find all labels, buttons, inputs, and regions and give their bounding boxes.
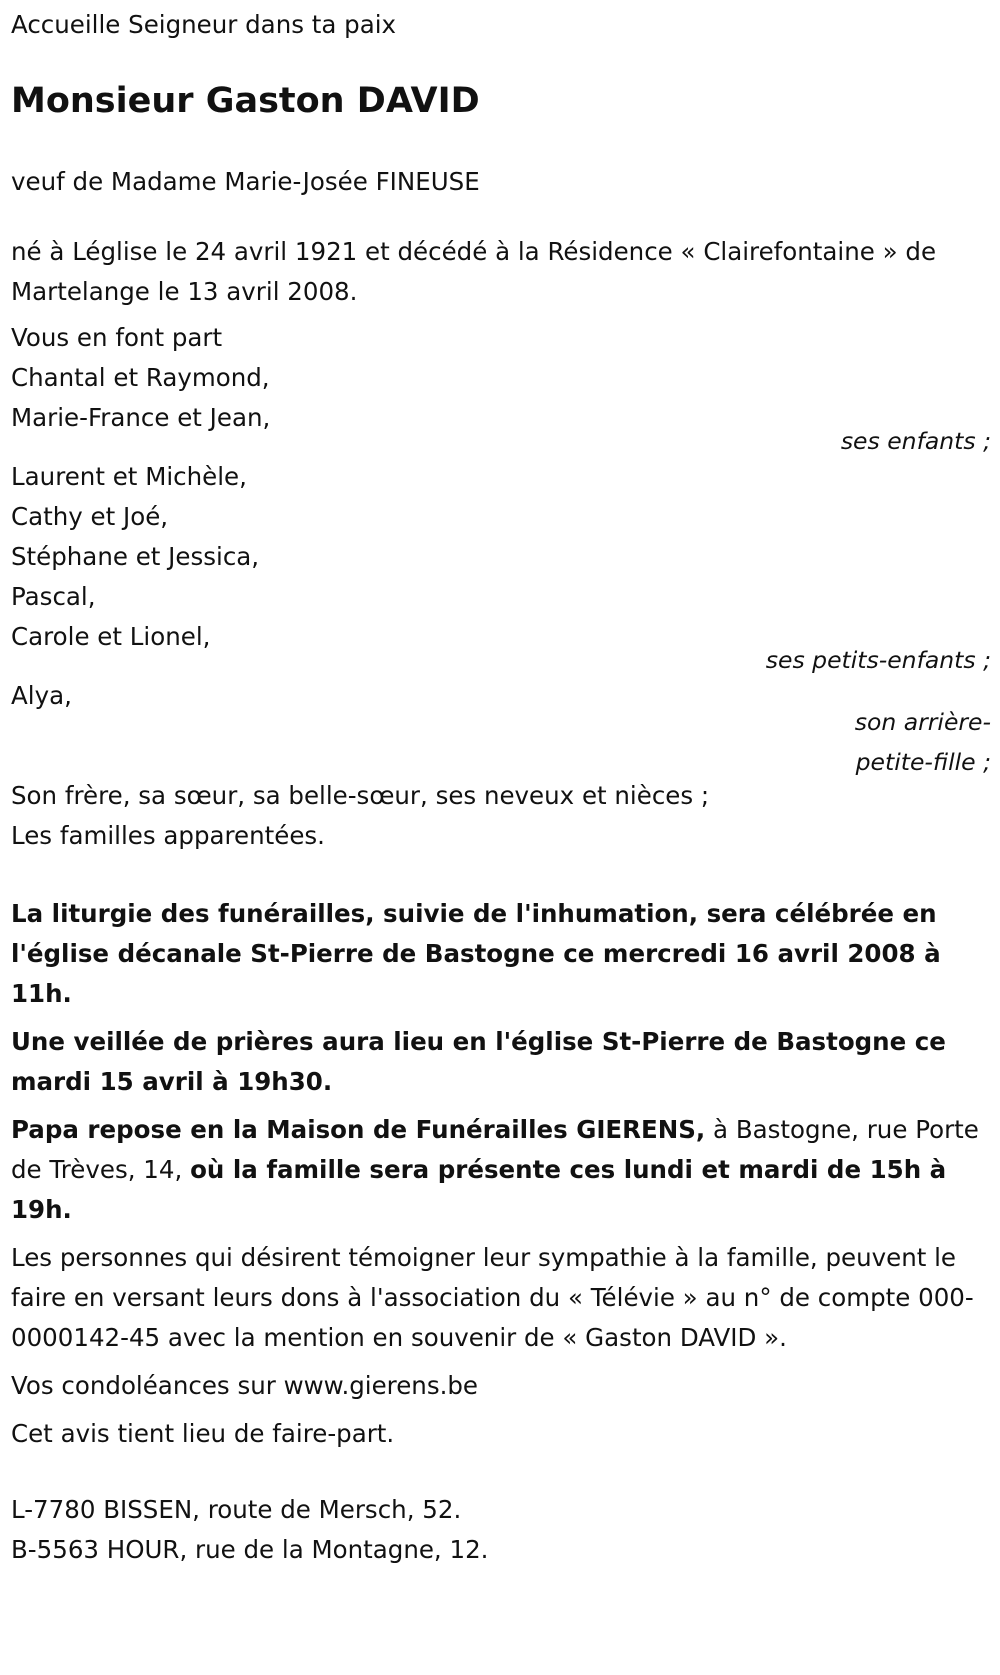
grandchildren-group	[11, 457, 993, 680]
announce-line: Vous en font part	[11, 323, 223, 352]
widow-line: veuf de Madame Marie-Josée FINEUSE	[11, 167, 480, 196]
extended-family	[11, 776, 993, 856]
grandchildren-label: ses petits-enfants ;	[765, 646, 991, 674]
rest-bold-intro: Papa repose en la Maison de Funérailles GIERENS,	[11, 1115, 706, 1144]
great-grandchild-name: Alya,	[11, 681, 72, 710]
rest-address: à Bastogne, rue Porte de Trèves, 14,	[11, 1115, 979, 1184]
obituary-notice	[11, 5, 993, 1570]
address-block	[11, 1490, 993, 1570]
vigil-paragraph: Une veillée de prières aura lieu en l'église St-Pierre de Bastogne ce mardi 15 avril à 19h30.	[11, 1027, 946, 1096]
grandchild-name: Cathy et Joé,	[11, 502, 169, 531]
rest-bold-hours: où la famille sera présente ces lundi et mardi de 15h à 19h.	[11, 1155, 947, 1224]
liturgy-paragraph: La liturgie des funérailles, suivie de l'inhumation, sera célébrée en l'église décanale St-Pierre de Bastogne ce mercredi 16 avril 2008 à 11h.	[11, 899, 941, 1008]
child-name: Chantal et Raymond,	[11, 363, 270, 392]
condolences-line: Vos condoléances sur www.gierens.be	[11, 1371, 478, 1400]
family-line: Les familles apparentées.	[11, 821, 325, 850]
family-announcement	[11, 318, 993, 856]
grandchild-name: Stéphane et Jessica,	[11, 542, 260, 571]
rest-paragraph	[11, 1110, 993, 1230]
great-grandchildren-group	[11, 676, 993, 782]
notice-line: Cet avis tient lieu de faire-part.	[11, 1419, 395, 1448]
family-line: Son frère, sa sœur, sa belle-sœur, ses neveux et nièces ;	[11, 781, 710, 810]
donations-paragraph: Les personnes qui désirent témoigner leur sympathie à la famille, peuvent le faire en versant leurs dons à l'association du « Télévie » au n° de compte 000-0000142-45 avec la mention en souvenir de « Gaston DAVID ».	[11, 1243, 974, 1352]
address-line: L-7780 BISSEN, route de Mersch, 52.	[11, 1495, 462, 1524]
children-label: ses enfants ;	[840, 427, 991, 455]
grandchild-name: Pascal,	[11, 582, 96, 611]
child-name: Marie-France et Jean,	[11, 403, 271, 432]
great-grandchildren-label-line1: son arrière-	[854, 708, 991, 736]
deceased-name: Monsieur Gaston DAVID	[11, 81, 480, 121]
prayer-line: Accueille Seigneur dans ta paix	[11, 10, 397, 39]
address-line: B-5563 HOUR, rue de la Montagne, 12.	[11, 1535, 489, 1564]
grandchild-name: Laurent et Michèle,	[11, 462, 247, 491]
birth-death-line: né à Léglise le 24 avril 1921 et décédé à la Résidence « Clairefontaine » de Martelange le 13 avril 2008.	[11, 237, 937, 306]
great-grandchildren-label-line2: petite-fille ;	[855, 748, 991, 776]
grandchild-name: Carole et Lionel,	[11, 622, 211, 651]
